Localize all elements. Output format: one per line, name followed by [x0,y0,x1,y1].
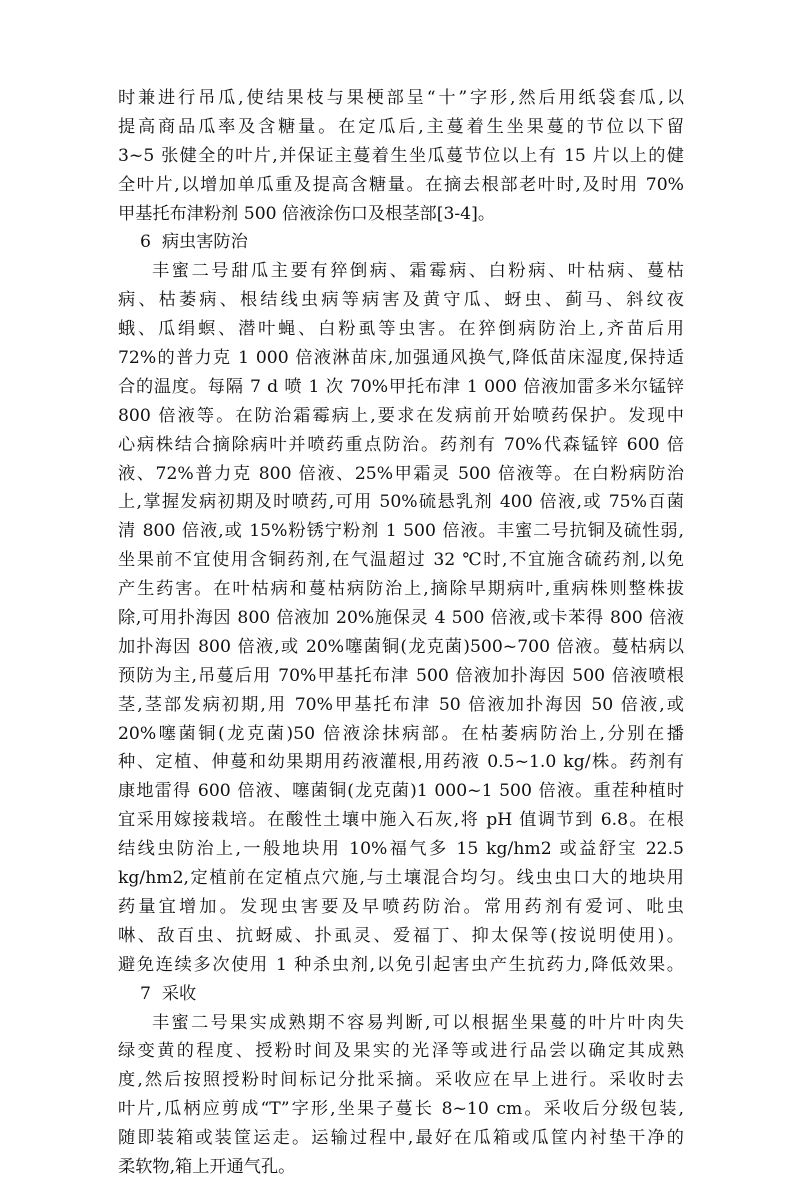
paragraph-line: 甲基托布津粉剂 500 倍液涂伤口及根茎部[3-4]。 [118,203,496,224]
paragraph-line: 丰蜜二号甜瓜主要有猝倒病、霜霉病、白粉病、叶枯病、蔓枯 [152,261,684,282]
paragraph-line: 宜采用嫁接栽培。在酸性土壤中施入石灰,将 pH 值调节到 6.8。在根 [118,810,684,831]
paragraph-line: 上,掌握发病初期及时喷药,可用 50%硫悬乳剂 400 倍液,或 75%百菌 [118,492,684,513]
paragraph-line: 除,可用扑海因 800 倍液加 20%施保灵 4 500 倍液,或卡苯得 800 倍液 [118,608,684,629]
paragraph-line: 避免连续多次使用 1 种杀虫剂,以免引起害虫产生抗药力,降低效果。 [118,954,684,975]
section-heading-harvest: 7 采收 [140,983,197,1004]
paragraph-line: 合的温度。每隔 7 d 喷 1 次 70%甲托布津 1 000 倍液加雷多米尔锰锌 [118,376,684,397]
paragraph-line: 心病株结合摘除病叶并喷药重点防治。药剂有 70%代森锰锌 600 倍 [118,434,684,455]
paragraph-line: 种、定植、伸蔓和幼果期用药液灌根,用药液 0.5~1.0 kg/株。药剂有 [118,752,684,773]
paragraph-line: 结线虫防治上,一般地块用 10%福气多 15 kg/hm2 或益舒宝 22.5 [118,839,684,860]
paragraph-line: 啉、敌百虫、抗蚜威、扑虱灵、爱福丁、抑太保等(按说明使用)。 [118,925,684,946]
paragraph-line: 全叶片,以增加单瓜重及提高含糖量。在摘去根部老叶时,及时用 70% [118,174,684,195]
body-text [118,84,684,1182]
paragraph-line: 随即装箱或装筐运走。运输过程中,最好在瓜箱或瓜筐内衬垫干净的 [118,1128,684,1149]
paragraph-line: 药量宜增加。发现虫害要及早喷药防治。常用药剂有爱诃、吡虫 [118,896,684,917]
paragraph-line: 加扑海因 800 倍液,或 20%噻菌铜(龙克菌)500~700 倍液。蔓枯病以 [118,636,684,657]
paragraph-line: 绿变黄的程度、授粉时间及果实的光泽等或进行品尝以确定其成熟 [118,1041,684,1062]
paragraph-line: 产生药害。在叶枯病和蔓枯病防治上,摘除早期病叶,重病株则整株拔 [118,579,684,600]
paragraph-line: 预防为主,吊蔓后用 70%甲基托布津 500 倍液加扑海因 500 倍液喷根 [118,665,684,686]
paragraph-line: 病、枯萎病、根结线虫病等病害及黄守瓜、蚜虫、蓟马、斜纹夜 [118,290,684,311]
paragraph-line: 度,然后按照授粉时间标记分批采摘。采收应在早上进行。采收时去 [118,1070,684,1091]
paragraph-line: 20%噻菌铜(龙克菌)50 倍液涂抹病部。在枯萎病防治上,分别在播 [118,723,684,744]
paragraph-line: 坐果前不宜使用含铜药剂,在气温超过 32 ℃时,不宜施含硫药剂,以免 [118,550,684,571]
paragraph-line: 康地雷得 600 倍液、噻菌铜(龙克菌)1 000~1 500 倍液。重茬种植时 [118,781,684,802]
paragraph-line: 茎,茎部发病初期,用 70%甲基托布津 50 倍液加扑海因 50 倍液,或 [118,694,684,715]
paragraph-line: 液、72%普力克 800 倍液、25%甲霜灵 500 倍液等。在白粉病防治 [118,463,684,484]
paragraph-line: 柔软物,箱上开通气孔。 [118,1156,296,1177]
paragraph-line: 800 倍液等。在防治霜霉病上,要求在发病前开始喷药保护。发现中 [118,405,684,426]
paragraph-line: 清 800 倍液,或 15%粉锈宁粉剂 1 500 倍液。丰蜜二号抗铜及硫性弱, [118,521,684,542]
paragraph-line: 72%的普力克 1 000 倍液淋苗床,加强通风换气,降低苗床湿度,保持适 [118,348,684,369]
paragraph-line: 提高商品瓜率及含糖量。在定瓜后,主蔓着生坐果蔓的节位以下留 [118,116,684,137]
section-heading-pest-control: 6 病虫害防治 [140,232,248,253]
paragraph-line: 蛾、瓜绢螟、潜叶蝇、白粉虱等虫害。在猝倒病防治上,齐苗后用 [118,319,684,340]
paragraph-line: 时兼进行吊瓜,使结果枝与果梗部呈“十”字形,然后用纸袋套瓜,以 [118,88,684,108]
paragraph-line: 叶片,瓜柄应剪成“T”字形,坐果子蔓长 8~10 cm。采收后分级包装, [118,1099,684,1120]
paragraph-line: 丰蜜二号果实成熟期不容易判断,可以根据坐果蔓的叶片叶肉失 [152,1012,684,1033]
paragraph-line: 3~5 张健全的叶片,并保证主蔓着生坐瓜蔓节位以上有 15 片以上的健 [118,145,684,166]
paragraph-line: kg/hm2,定植前在定植点穴施,与土壤混合均匀。线虫虫口大的地块用 [118,868,684,889]
